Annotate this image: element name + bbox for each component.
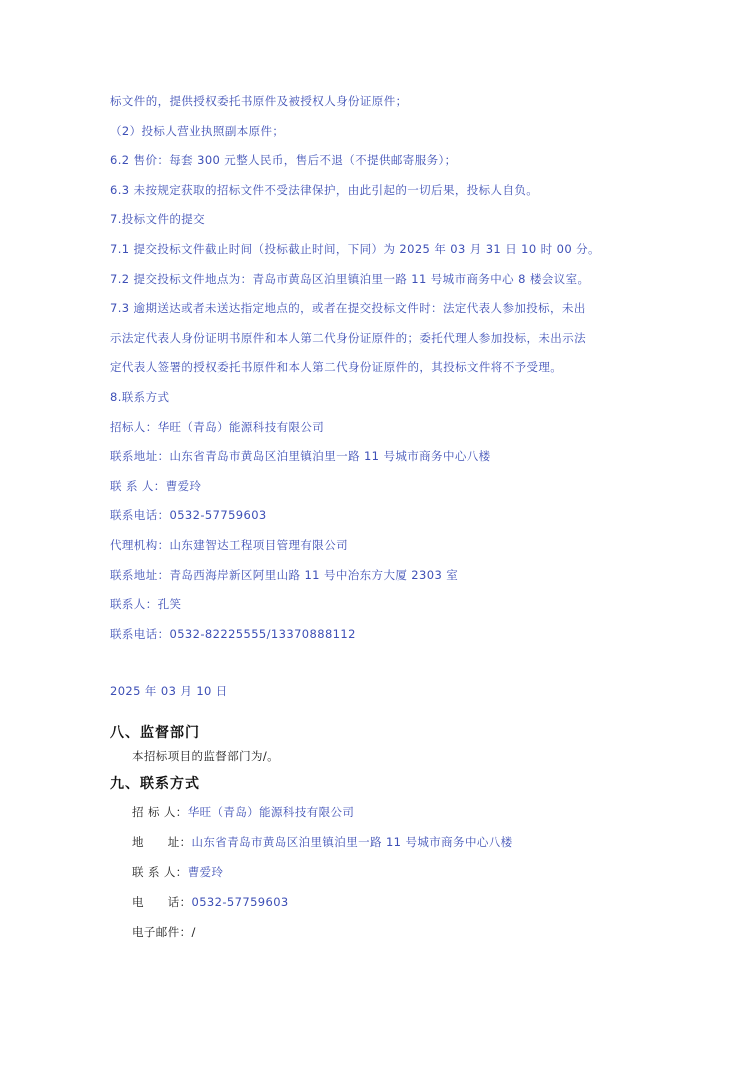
notice-line: 联系人：孔笑 — [110, 597, 182, 612]
contact-person — [132, 864, 223, 880]
contact-tenderer-label: 招 标 人： — [132, 805, 188, 819]
notice-line: 7.2 提交投标文件地点为：青岛市黄岛区泊里镇泊里一路 11 号城市商务中心 8 楼会议室。 — [110, 271, 590, 286]
contact-person-label: 联 系 人： — [132, 865, 188, 879]
contact-email — [132, 924, 196, 940]
notice-line: 6.2 售价：每套 300 元整人民币，售后不退（不提供邮寄服务）； — [110, 153, 457, 168]
contact-phone-value: 0532-57759603 — [191, 895, 289, 909]
notice-line: 联系地址：青岛西海岸新区阿里山路 11 号中冶东方大厦 2303 室 — [110, 567, 459, 582]
contact-email-label: 电子邮件： — [132, 925, 192, 939]
notice-line: 8.联系方式 — [110, 389, 170, 404]
contact-email-value: / — [191, 925, 196, 939]
notice-line: 7.1 提交投标文件截止时间（投标截止时间，下同）为 2025 年 03 月 31 日 10 时 00 分。 — [110, 241, 600, 256]
notice-line: 联系地址：山东省青岛市黄岛区泊里镇泊里一路 11 号城市商务中心八楼 — [110, 449, 491, 464]
contact-address-value: 山东省青岛市黄岛区泊里镇泊里一路 11 号城市商务中心八楼 — [191, 835, 513, 849]
notice-line: 7.投标文件的提交 — [110, 212, 206, 227]
notice-line: 示法定代表人身份证明书原件和本人第二代身份证原件的；委托代理人参加投标，未出示法 — [110, 330, 586, 345]
contact-phone — [132, 894, 289, 910]
contact-address — [132, 834, 513, 850]
contact-address-label: 地 址： — [132, 835, 192, 849]
notice-line: 联 系 人：曹爱玲 — [110, 478, 202, 493]
notice-line: 代理机构：山东建智达工程项目管理有限公司 — [110, 537, 348, 552]
section-8-text: 本招标项目的监督部门为/。 — [132, 749, 280, 763]
contact-tenderer-value: 华旺（青岛）能源科技有限公司 — [187, 805, 355, 819]
notice-line: 标文件的，提供授权委托书原件及被授权人身份证原件； — [110, 94, 408, 108]
contact-phone-label: 电 话： — [132, 895, 192, 909]
notice-line: 6.3 未按规定获取的招标文件不受法律保护，由此引起的一切后果，投标人自负。 — [110, 182, 539, 197]
notice-line: 7.3 逾期送达或者未送达指定地点的，或者在提交投标文件时：法定代表人参加投标，未出 — [110, 301, 586, 316]
section-9-heading: 九、联系方式 — [110, 776, 200, 792]
notice-line: 定代表人签署的授权委托书原件和本人第二代身份证原件的，其投标文件将不予受理。 — [110, 360, 563, 375]
section-8-heading: 八、监督部门 — [110, 725, 200, 741]
contact-tenderer — [132, 804, 354, 820]
notice-line: 联系电话：0532-82225555/13370888112 — [110, 626, 356, 641]
notice-line: 招标人：华旺（青岛）能源科技有限公司 — [110, 419, 325, 434]
notice-date: 2025 年 03 月 10 日 — [110, 684, 228, 699]
notice-line: 联系电话：0532-57759603 — [110, 508, 267, 523]
contact-person-value: 曹爱玲 — [187, 865, 224, 879]
tender-notice-block — [110, 91, 650, 711]
notice-line: （2）投标人营业执照副本原件； — [110, 123, 285, 138]
